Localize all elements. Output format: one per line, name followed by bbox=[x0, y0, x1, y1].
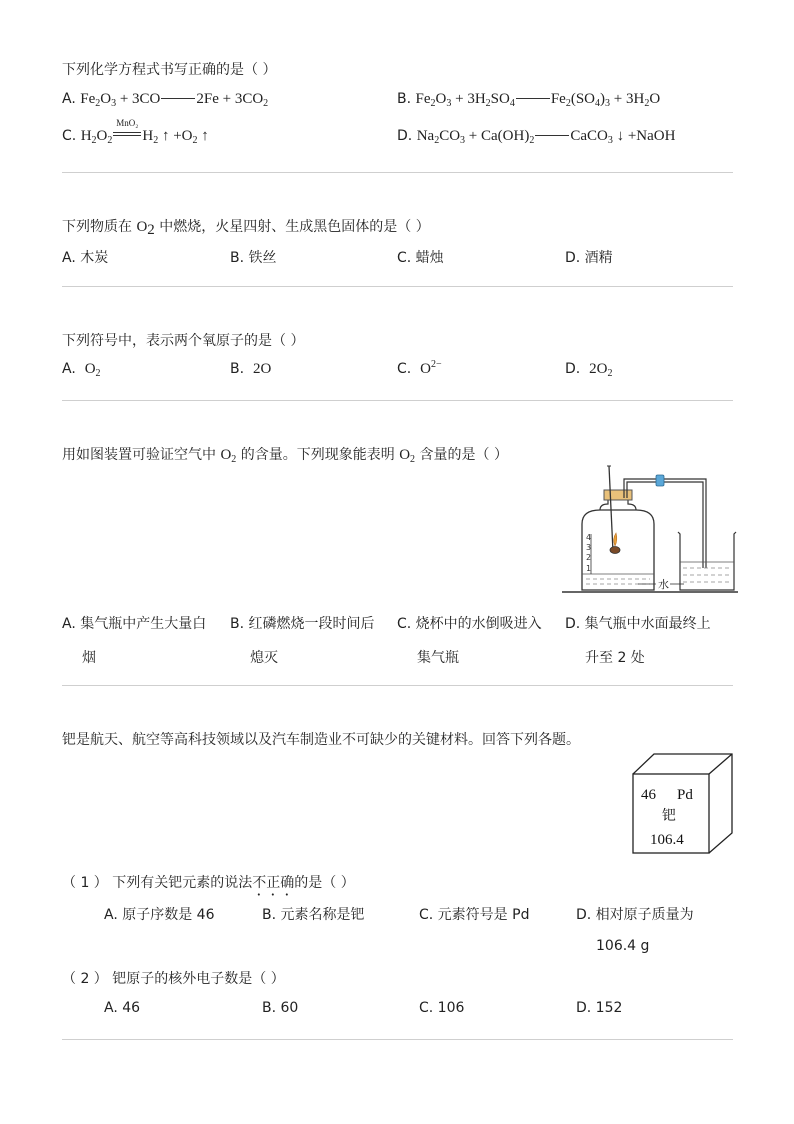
q4-option-c[interactable]: C. 烧杯中的水倒吸进入 集气瓶 bbox=[397, 616, 542, 666]
scale-2: 2 bbox=[586, 553, 592, 562]
q1-option-d[interactable]: D. $Na_2CO_3 + Ca(OH)_2$ CaCO$_3$ ↓ +NaOH bbox=[397, 128, 676, 146]
q5-sub2-option-b[interactable]: B. 60 bbox=[262, 1000, 299, 1016]
element-atomic-number: 46 bbox=[641, 787, 656, 803]
divider-5 bbox=[62, 1039, 733, 1040]
q2-option-a[interactable]: A. 木炭 bbox=[62, 250, 109, 266]
catalyst-label: MnO₂ bbox=[116, 118, 139, 128]
q5-sub1-option-c[interactable]: C. 元素符号是 Pd bbox=[419, 907, 530, 923]
q3-option-a[interactable]: A. $O_2$ bbox=[62, 361, 101, 379]
q5-sub1-option-b[interactable]: B. 元素名称是钯 bbox=[262, 907, 365, 923]
q4-option-d[interactable]: D. 集气瓶中水面最终上 升至 2 处 bbox=[565, 616, 711, 666]
q3-option-b[interactable]: B. 2O bbox=[230, 361, 272, 377]
divider-4 bbox=[62, 685, 733, 686]
q4-option-a[interactable]: A. 集气瓶中产生大量白 烟 bbox=[62, 616, 207, 666]
q4-stem: 用如图装置可验证空气中 $O_2$ 的含量。下列现象能表明 $O_2$ 含量的是（ ） bbox=[62, 447, 508, 465]
q1-stem: 下列化学方程式书写正确的是（ ） bbox=[62, 62, 277, 78]
q2-option-d[interactable]: D. 酒精 bbox=[565, 250, 613, 266]
q1-equation-a: $Fe_2O_3 + 3CO$ $2Fe + 3CO_2$ bbox=[80, 91, 269, 109]
q1-equation-c: $H_2O_2$ MnO₂ $H_2$ ↑ $+O_2$ ↑ bbox=[80, 118, 209, 146]
divider-1 bbox=[62, 172, 733, 173]
scale-4: 4 bbox=[586, 533, 592, 542]
oxygen-experiment-apparatus bbox=[560, 462, 740, 597]
q5-sub1-option-a[interactable]: A. 原子序数是 46 bbox=[104, 907, 215, 923]
water-label: 水 bbox=[658, 578, 669, 591]
q2-stem: 下列物质在 $O_2$ 中燃烧，火星四射、生成黑色固体的是（ ） bbox=[62, 219, 430, 238]
q2-option-b[interactable]: B. 铁丝 bbox=[230, 250, 277, 266]
q2-option-c[interactable]: C. 蜡烛 bbox=[397, 250, 444, 266]
element-atomic-mass: 106.4 bbox=[650, 832, 684, 848]
q4-option-b[interactable]: B. 红磷燃烧一段时间后 熄灭 bbox=[230, 616, 375, 666]
q5-sub1-stem: （ 1 ） 下列有关钯元素的说法不正确的是（ ） bbox=[62, 875, 355, 891]
q1-option-c[interactable]: C. $H_2O_2$ MnO₂ $H_2$ ↑ $+O_2$ ↑ bbox=[62, 118, 209, 146]
q1-option-b[interactable]: B. $Fe_2O_3 + 3H_2SO_4$ $Fe_2(SO_4)_3 + 3H_2O$ bbox=[397, 91, 661, 109]
element-symbol: Pd bbox=[677, 787, 693, 803]
scale-1: 1 bbox=[586, 564, 592, 573]
element-name: 钯 bbox=[662, 808, 676, 824]
q5-sub2-option-c[interactable]: C. 106 bbox=[419, 1000, 465, 1016]
q5-sub2-option-a[interactable]: A. 46 bbox=[104, 1000, 141, 1016]
palladium-element-card bbox=[630, 752, 736, 857]
scale-3: 3 bbox=[586, 543, 592, 552]
q3-stem: 下列符号中，表示两个氧原子的是（ ） bbox=[62, 333, 305, 349]
q1-option-a[interactable]: A. $Fe_2O_3 + 3CO$ $2Fe + 3CO_2$ bbox=[62, 91, 269, 109]
q3-option-d[interactable]: D. $2O_2$ bbox=[565, 361, 613, 379]
q3-option-c[interactable]: C. $O^{2-}$ bbox=[397, 359, 442, 377]
divider-2 bbox=[62, 286, 733, 287]
divider-3 bbox=[62, 400, 733, 401]
q5-sub2-option-d[interactable]: D. 152 bbox=[576, 1000, 623, 1016]
q1-equation-b: $Fe_2O_3 + 3H_2SO_4$ $Fe_2(SO_4)_3 + 3H_2O$ bbox=[415, 91, 661, 109]
q5-sub1-option-d[interactable]: D. 相对原子质量为 106.4 g bbox=[576, 907, 694, 954]
q1-equation-d: $Na_2CO_3 + Ca(OH)_2$ CaCO$_3$ ↓ +NaOH bbox=[416, 128, 676, 146]
emphasis-text: 不正确 bbox=[252, 875, 295, 891]
q5-sub2-stem: （ 2 ） 钯原子的核外电子数是（ ） bbox=[62, 971, 285, 987]
q5-stem: 钯是航天、航空等高科技领域以及汽车制造业不可缺少的关键材料。回答下列各题。 bbox=[62, 732, 580, 748]
